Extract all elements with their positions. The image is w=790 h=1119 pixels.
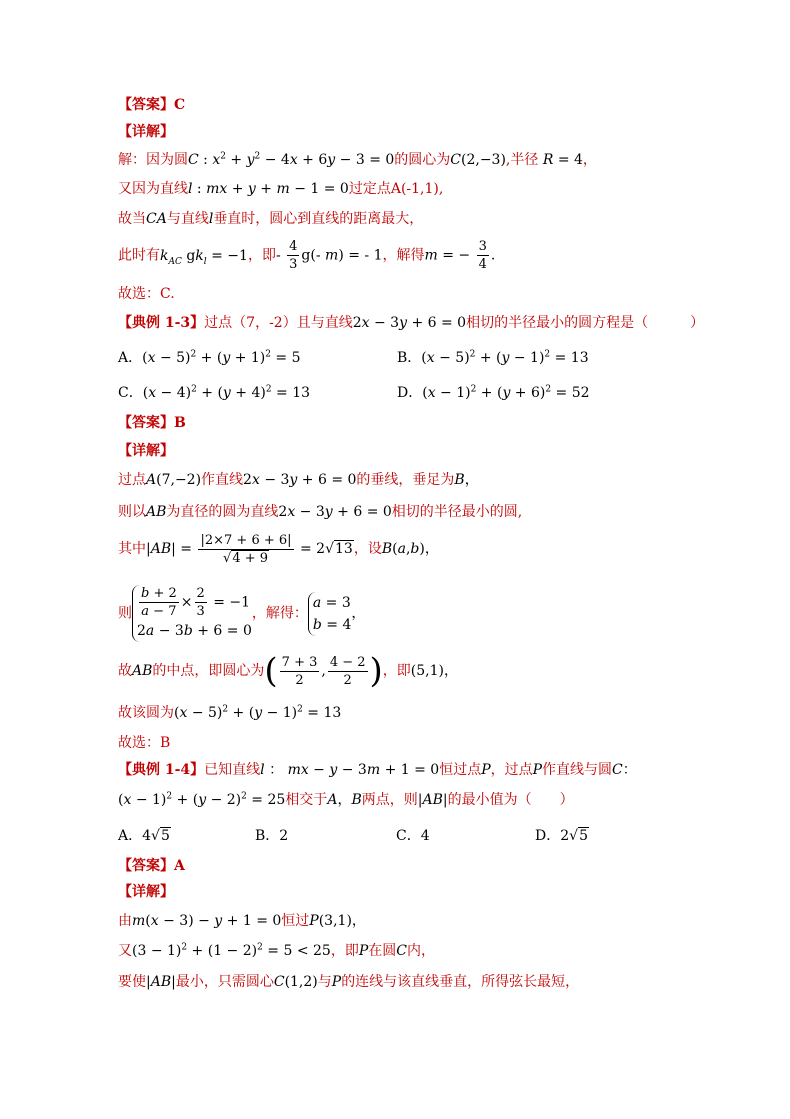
solution-line: 故AB的中点，即圆心为( $\frac{7 + 3}{2}$ , $\frac{4 - 2}{2}$ )，即(5,1)，: [118, 651, 458, 691]
solution-line: 又因为直线l : mx + y + m − 1 = 0过定点A(-1,1),: [118, 181, 444, 197]
option-d: D．2√5: [535, 828, 588, 844]
detail-label: 【详解】: [118, 124, 174, 140]
option-b: B．$(x - 5)^2 + (y - 1)^2 = 13$: [397, 349, 589, 366]
question-1-3: 【典例 1-3】过点（7，-2）且与直线2x − 3y + 6 = 0相切的半径最小的圆方程是（ ）: [118, 315, 705, 331]
option-b: B．2: [255, 828, 289, 844]
solution-line: 则以AB为直径的圆为直线2x − 3y + 6 = 0相切的半径最小的圆,: [118, 504, 523, 520]
choose-line: 故选：B: [118, 735, 171, 751]
solution-line: 解：因为圆C : $x^2 + y^2 - 4x + 6y - 3 = 0$的圆心为C(2,−3),半径 R = 4，: [118, 151, 597, 168]
solution-line: 故该圆为$(x - 5)^2 + (y - 1)^2 = 13$: [118, 704, 342, 721]
option-c: C．$(x - 4)^2 + (y + 4)^2 = 13$: [118, 384, 311, 401]
detail-label: 【详解】: [118, 443, 174, 459]
solution-line: 故当CA与直线l垂直时，圆心到直线的距离最大，: [118, 211, 424, 227]
answer-label: 【答案】C: [118, 97, 186, 113]
choose-line: 故选：C.: [118, 286, 175, 302]
option-a: A．$(x - 5)^2 + (y + 1)^2 = 5$: [118, 349, 301, 366]
solution-line: 又$(3 - 1)^2 + (1 - 2)^2 = 5 < 25$，即P在圆C内，: [118, 942, 435, 959]
option-d: D．$(x - 1)^2 + (y + 6)^2 = 52$: [397, 384, 590, 401]
solution-line: 由m(x − 3) − y + 1 = 0恒过P(3,1)，: [118, 913, 366, 929]
solution-line: 此时有$k_{AC}$ $gk_l = -1$，即- $\frac{4}{3}$ g(- m) = - 1，解得m = − $\frac{3}{4}$ .: [118, 239, 496, 272]
solution-line: 过点A(7,−2)作直线2x − 3y + 6 = 0的垂线，垂足为B，: [118, 472, 479, 488]
solution-line: 则 $\frac{b + 2}{a - 7}$ × $\frac{2}{3}$ = −1 2a − 3b + 6 = 0 ，解得： a = 3 b = 4 ，: [118, 585, 365, 642]
solution-line: 要使|AB|最小，只需圆心C(1,2)与P的连线与该直线垂直，所得弦长最短，: [118, 974, 580, 990]
option-a: A．4√5: [118, 828, 170, 844]
solution-line: 其中|AB| = $\frac{|2\times 7 + 6 + 6|}{√4 + 9}$ = 2√13，设B(a,b)，: [118, 532, 439, 566]
question-1-4: 【典例 1-4】已知直线l ： mx − y − 3m + 1 = 0恒过点P，过点P作直线与圆C：: [118, 762, 637, 778]
option-c: C．4: [396, 828, 430, 844]
answer-label: 【答案】A: [118, 858, 185, 874]
detail-label: 【详解】: [118, 884, 174, 900]
answer-label: 【答案】B: [118, 415, 186, 431]
question-1-4-cont: $(x - 1)^2 + (y - 2)^2 = 25$相交于A，B两点，则|AB|的最小值为（ ）: [118, 791, 574, 808]
